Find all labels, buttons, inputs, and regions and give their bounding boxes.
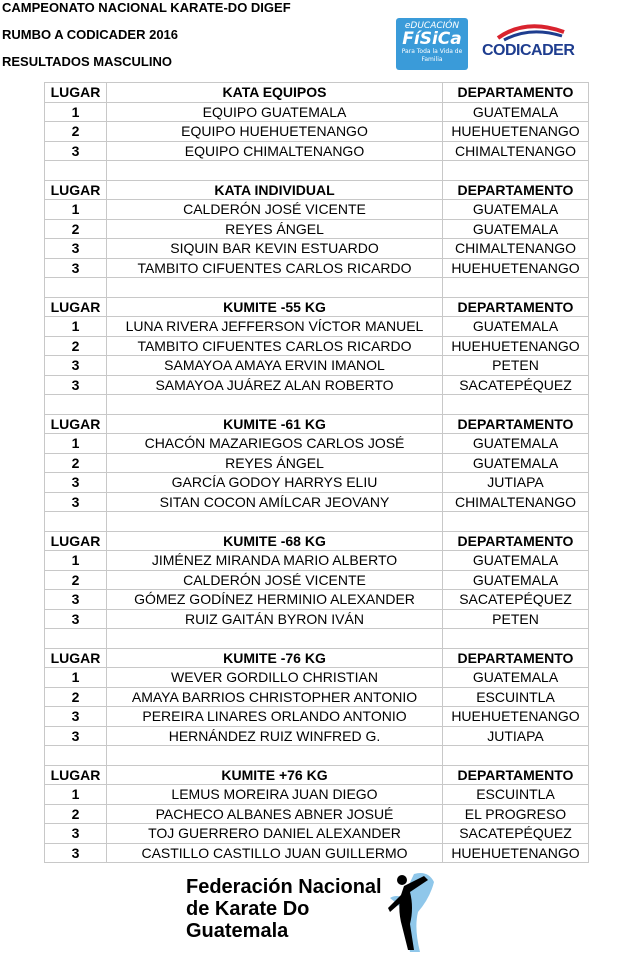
place-cell: 3 (45, 239, 107, 259)
category-header-row (45, 648, 589, 668)
place-cell: 1 (45, 102, 107, 122)
result-row (45, 551, 589, 571)
athlete-name-cell: LUNA RIVERA JEFFERSON VÍCTOR MANUEL (107, 317, 443, 337)
department-cell: JUTIAPA (443, 473, 589, 493)
results-table (44, 82, 589, 863)
place-cell: 3 (45, 726, 107, 746)
place-cell: 1 (45, 668, 107, 688)
spacer-cell (107, 161, 443, 181)
department-cell: PETEN (443, 609, 589, 629)
place-cell: 1 (45, 317, 107, 337)
place-cell: 2 (45, 453, 107, 473)
department-cell: SACATEPÉQUEZ (443, 824, 589, 844)
department-cell: HUEHUETENANGO (443, 707, 589, 727)
department-cell: GUATEMALA (443, 434, 589, 454)
place-cell: 3 (45, 824, 107, 844)
department-cell: GUATEMALA (443, 200, 589, 220)
spacer-row (45, 161, 589, 181)
athlete-name-cell: CALDERÓN JOSÉ VICENTE (107, 200, 443, 220)
athlete-name-cell: PEREIRA LINARES ORLANDO ANTONIO (107, 707, 443, 727)
place-cell: 1 (45, 551, 107, 571)
spacer-cell (107, 512, 443, 532)
place-cell: 3 (45, 375, 107, 395)
federation-line2: de Karate Do (186, 898, 310, 920)
place-cell: 2 (45, 122, 107, 142)
result-row (45, 141, 589, 161)
athlete-name-cell: REYES ÁNGEL (107, 453, 443, 473)
athlete-name-cell: GARCÍA GODOY HARRYS ELIU (107, 473, 443, 493)
result-row (45, 687, 589, 707)
category-header-row (45, 83, 589, 103)
place-column-header: LUGAR (45, 648, 107, 668)
place-column-header: LUGAR (45, 765, 107, 785)
karate-kick-icon (384, 868, 438, 956)
department-cell: GUATEMALA (443, 453, 589, 473)
spacer-cell (107, 278, 443, 298)
category-header-row (45, 414, 589, 434)
spacer-cell (443, 278, 589, 298)
department-cell: CHIMALTENANGO (443, 141, 589, 161)
athlete-name-cell: TOJ GUERRERO DANIEL ALEXANDER (107, 824, 443, 844)
place-cell: 2 (45, 219, 107, 239)
spacer-row (45, 629, 589, 649)
result-row (45, 492, 589, 512)
place-cell: 3 (45, 258, 107, 278)
result-row (45, 219, 589, 239)
result-row (45, 590, 589, 610)
department-cell: ESCUINTLA (443, 785, 589, 805)
department-column-header: DEPARTAMENTO (443, 297, 589, 317)
spacer-cell (443, 512, 589, 532)
result-row (45, 434, 589, 454)
department-cell: EL PROGRESO (443, 804, 589, 824)
result-row (45, 570, 589, 590)
department-cell: SACATEPÉQUEZ (443, 590, 589, 610)
category-name: KUMITE -61 KG (107, 414, 443, 434)
athlete-name-cell: AMAYA BARRIOS CHRISTOPHER ANTONIO (107, 687, 443, 707)
result-row (45, 453, 589, 473)
codicader-logo (476, 18, 584, 70)
header-results-label: RESULTADOS MASCULINO (2, 54, 172, 69)
athlete-name-cell: REYES ÁNGEL (107, 219, 443, 239)
place-cell: 1 (45, 200, 107, 220)
place-cell: 1 (45, 785, 107, 805)
athlete-name-cell: SAMAYOA AMAYA ERVIN IMANOL (107, 356, 443, 376)
spacer-cell (45, 512, 107, 532)
category-header-row (45, 180, 589, 200)
result-row (45, 356, 589, 376)
place-column-header: LUGAR (45, 414, 107, 434)
athlete-name-cell: LEMUS MOREIRA JUAN DIEGO (107, 785, 443, 805)
result-row (45, 843, 589, 863)
place-cell: 2 (45, 687, 107, 707)
category-header-row (45, 297, 589, 317)
athlete-name-cell: TAMBITO CIFUENTES CARLOS RICARDO (107, 336, 443, 356)
spacer-row (45, 512, 589, 532)
place-column-header: LUGAR (45, 83, 107, 103)
result-row (45, 122, 589, 142)
spacer-cell (45, 395, 107, 415)
header-subtitle: RUMBO A CODICADER 2016 (2, 27, 179, 42)
place-cell: 3 (45, 141, 107, 161)
result-row (45, 824, 589, 844)
educacion-fisica-logo (396, 18, 468, 70)
department-column-header: DEPARTAMENTO (443, 83, 589, 103)
place-cell: 3 (45, 492, 107, 512)
athlete-name-cell: EQUIPO CHIMALTENANGO (107, 141, 443, 161)
athlete-name-cell: GÓMEZ GODÍNEZ HERMINIO ALEXANDER (107, 590, 443, 610)
athlete-name-cell: HERNÁNDEZ RUIZ WINFRED G. (107, 726, 443, 746)
federation-line3: Guatemala (186, 920, 289, 942)
category-name: KUMITE -55 KG (107, 297, 443, 317)
spacer-cell (443, 161, 589, 181)
department-cell: GUATEMALA (443, 551, 589, 571)
result-row (45, 336, 589, 356)
category-header-row (45, 531, 589, 551)
result-row (45, 609, 589, 629)
department-cell: CHIMALTENANGO (443, 492, 589, 512)
header-title: CAMPEONATO NACIONAL KARATE-DO DIGEF (2, 0, 291, 15)
spacer-row (45, 278, 589, 298)
athlete-name-cell: SIQUIN BAR KEVIN ESTUARDO (107, 239, 443, 259)
place-cell: 3 (45, 590, 107, 610)
place-cell: 2 (45, 804, 107, 824)
athlete-name-cell: CASTILLO CASTILLO JUAN GUILLERMO (107, 843, 443, 863)
athlete-name-cell: CALDERÓN JOSÉ VICENTE (107, 570, 443, 590)
place-cell: 3 (45, 356, 107, 376)
spacer-cell (107, 746, 443, 766)
place-cell: 3 (45, 843, 107, 863)
athlete-name-cell: EQUIPO GUATEMALA (107, 102, 443, 122)
federation-line1: Federación Nacional (186, 876, 382, 898)
result-row (45, 785, 589, 805)
result-row (45, 258, 589, 278)
result-row (45, 804, 589, 824)
department-cell: GUATEMALA (443, 102, 589, 122)
category-name: KUMITE -68 KG (107, 531, 443, 551)
result-row (45, 200, 589, 220)
category-name: KUMITE -76 KG (107, 648, 443, 668)
athlete-name-cell: JIMÉNEZ MIRANDA MARIO ALBERTO (107, 551, 443, 571)
category-header-row (45, 765, 589, 785)
department-cell: GUATEMALA (443, 668, 589, 688)
athlete-name-cell: CHACÓN MAZARIEGOS CARLOS JOSÉ (107, 434, 443, 454)
department-cell: JUTIAPA (443, 726, 589, 746)
place-column-header: LUGAR (45, 297, 107, 317)
spacer-cell (107, 395, 443, 415)
place-cell: 2 (45, 570, 107, 590)
spacer-row (45, 746, 589, 766)
department-cell: GUATEMALA (443, 570, 589, 590)
result-row (45, 317, 589, 337)
department-cell: HUEHUETENANGO (443, 843, 589, 863)
athlete-name-cell: EQUIPO HUEHUETENANGO (107, 122, 443, 142)
athlete-name-cell: RUIZ GAITÁN BYRON IVÁN (107, 609, 443, 629)
codicader-swoosh-icon (496, 22, 566, 42)
spacer-cell (45, 161, 107, 181)
department-cell: GUATEMALA (443, 317, 589, 337)
department-cell: SACATEPÉQUEZ (443, 375, 589, 395)
educacion-logo-line3: Para Toda la Vida de Familia (401, 48, 463, 63)
athlete-name-cell: PACHECO ALBANES ABNER JOSUÉ (107, 804, 443, 824)
spacer-cell (45, 746, 107, 766)
department-column-header: DEPARTAMENTO (443, 414, 589, 434)
place-column-header: LUGAR (45, 180, 107, 200)
department-column-header: DEPARTAMENTO (443, 180, 589, 200)
place-cell: 1 (45, 434, 107, 454)
athlete-name-cell: SAMAYOA JUÁREZ ALAN ROBERTO (107, 375, 443, 395)
result-row (45, 473, 589, 493)
department-column-header: DEPARTAMENTO (443, 531, 589, 551)
place-column-header: LUGAR (45, 531, 107, 551)
codicader-logo-text: CODICADER (482, 42, 575, 59)
spacer-cell (107, 629, 443, 649)
category-name: KATA EQUIPOS (107, 83, 443, 103)
athlete-name-cell: TAMBITO CIFUENTES CARLOS RICARDO (107, 258, 443, 278)
spacer-cell (443, 395, 589, 415)
department-cell: HUEHUETENANGO (443, 336, 589, 356)
spacer-cell (443, 629, 589, 649)
department-cell: PETEN (443, 356, 589, 376)
result-row (45, 239, 589, 259)
educacion-logo-line1: eDUCACIÓN (404, 21, 460, 31)
spacer-cell (45, 278, 107, 298)
department-cell: ESCUINTLA (443, 687, 589, 707)
department-column-header: DEPARTAMENTO (443, 648, 589, 668)
department-cell: HUEHUETENANGO (443, 258, 589, 278)
department-cell: HUEHUETENANGO (443, 122, 589, 142)
federation-name (186, 876, 382, 942)
result-row (45, 668, 589, 688)
category-name: KATA INDIVIDUAL (107, 180, 443, 200)
result-row (45, 726, 589, 746)
place-cell: 3 (45, 609, 107, 629)
result-row (45, 707, 589, 727)
category-name: KUMITE +76 KG (107, 765, 443, 785)
athlete-name-cell: SITAN COCON AMÍLCAR JEOVANY (107, 492, 443, 512)
place-cell: 3 (45, 707, 107, 727)
spacer-cell (443, 746, 589, 766)
result-row (45, 102, 589, 122)
athlete-name-cell: WEVER GORDILLO CHRISTIAN (107, 668, 443, 688)
educacion-logo-line2: FíSiCa (402, 29, 462, 49)
document-header (2, 0, 291, 81)
spacer-row (45, 395, 589, 415)
department-column-header: DEPARTAMENTO (443, 765, 589, 785)
place-cell: 3 (45, 473, 107, 493)
spacer-cell (45, 629, 107, 649)
place-cell: 2 (45, 336, 107, 356)
result-row (45, 375, 589, 395)
department-cell: GUATEMALA (443, 219, 589, 239)
department-cell: CHIMALTENANGO (443, 239, 589, 259)
